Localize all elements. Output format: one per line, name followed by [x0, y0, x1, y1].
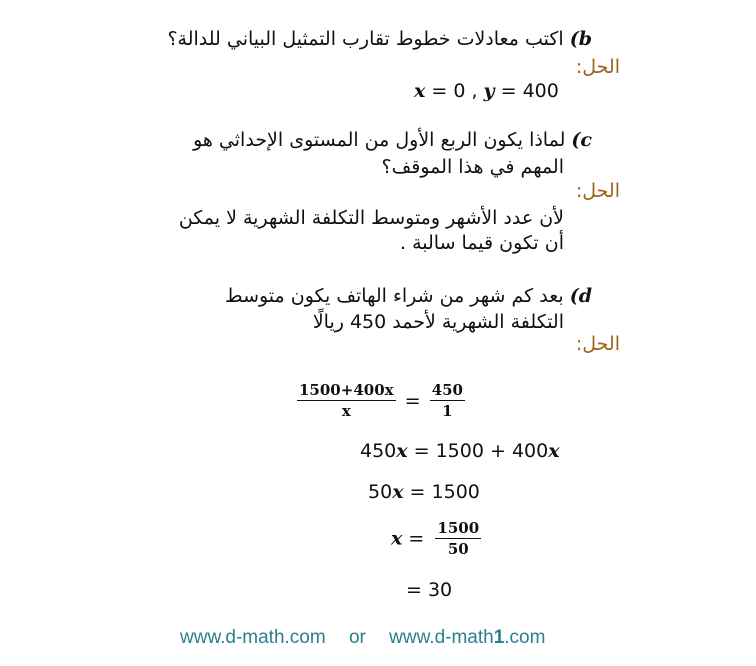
part-d-label: d) — [569, 285, 592, 307]
eq4-equals: = — [402, 527, 431, 550]
eq3-part-b: = 1500 — [403, 481, 480, 503]
part-c-solution-label: الحل: — [575, 180, 620, 202]
eq1-right-fraction — [430, 380, 465, 421]
eq4-denominator: 50 — [447, 540, 469, 558]
footer-site-2-suffix: .com — [504, 627, 546, 648]
eq1-left-numerator: 1500+400x — [299, 381, 394, 399]
part-d-question-line2: التكلفة الشهرية لأحمد 450 ريالًا — [312, 311, 564, 333]
part-c-answer-line1: لأن عدد الأشهر ومتوسط التكلفة الشهرية لا يمكن — [178, 207, 564, 229]
part-c-answer-line2: أن تكون قيما سالبة . — [400, 232, 564, 254]
eq1-left-fraction — [297, 380, 396, 421]
part-c-question-line1: لماذا يكون الربع الأول من المستوى الإحداثي هو — [193, 129, 566, 151]
part-d-solution-label: الحل: — [575, 333, 620, 355]
eq4-numerator: 1500 — [437, 519, 480, 537]
footer-site-2-bold: 1 — [493, 627, 505, 648]
eq4-var-x: x — [391, 527, 403, 550]
footer-separator: or — [348, 627, 366, 648]
part-c-label: c) — [571, 129, 592, 151]
eq3-var-x: x — [392, 481, 404, 503]
part-b-label: b) — [569, 28, 592, 50]
answer-var-y: y — [483, 80, 495, 102]
answer-mid: = 0 , — [425, 80, 484, 102]
eq2-part-b: = 1500 + 400 — [407, 440, 549, 462]
eq1-right-denominator: 1 — [442, 402, 453, 420]
part-b-answer — [414, 80, 559, 102]
eq1-right-numerator: 450 — [431, 381, 463, 399]
part-b-question — [167, 26, 592, 52]
equation-3 — [368, 481, 480, 503]
footer-site-2-prefix: www.d-math — [389, 627, 494, 648]
part-c-question-line2: المهم في هذا الموقف؟ — [381, 156, 564, 178]
part-c-question — [193, 127, 592, 153]
answer-end: = 400 — [494, 80, 559, 102]
equation-4 — [391, 518, 481, 559]
part-b-question-text: اكتب معادلات خطوط تقارب التمثيل البياني للدالة؟ — [167, 28, 564, 50]
part-d-question-line1: بعد كم شهر من شراء الهاتف يكون متوسط — [225, 285, 564, 307]
eq2-part-a: 450 — [360, 440, 397, 462]
eq2-var-x2: x — [548, 440, 560, 462]
footer — [180, 627, 545, 649]
equation-2 — [360, 440, 560, 462]
equation-5: = 30 — [406, 579, 453, 601]
eq2-var-x1: x — [396, 440, 408, 462]
answer-var-x: x — [414, 80, 426, 102]
eq4-fraction — [435, 518, 481, 559]
footer-site-1[interactable]: www.d-math.com — [180, 627, 326, 648]
eq1-equals: = — [404, 389, 421, 412]
part-b-solution-label: الحل: — [575, 56, 620, 78]
equation-1 — [297, 380, 465, 421]
part-d-question — [225, 283, 592, 309]
eq3-part-a: 50 — [368, 481, 393, 503]
footer-site-2[interactable] — [389, 627, 545, 648]
eq1-left-denominator: x — [341, 402, 351, 420]
